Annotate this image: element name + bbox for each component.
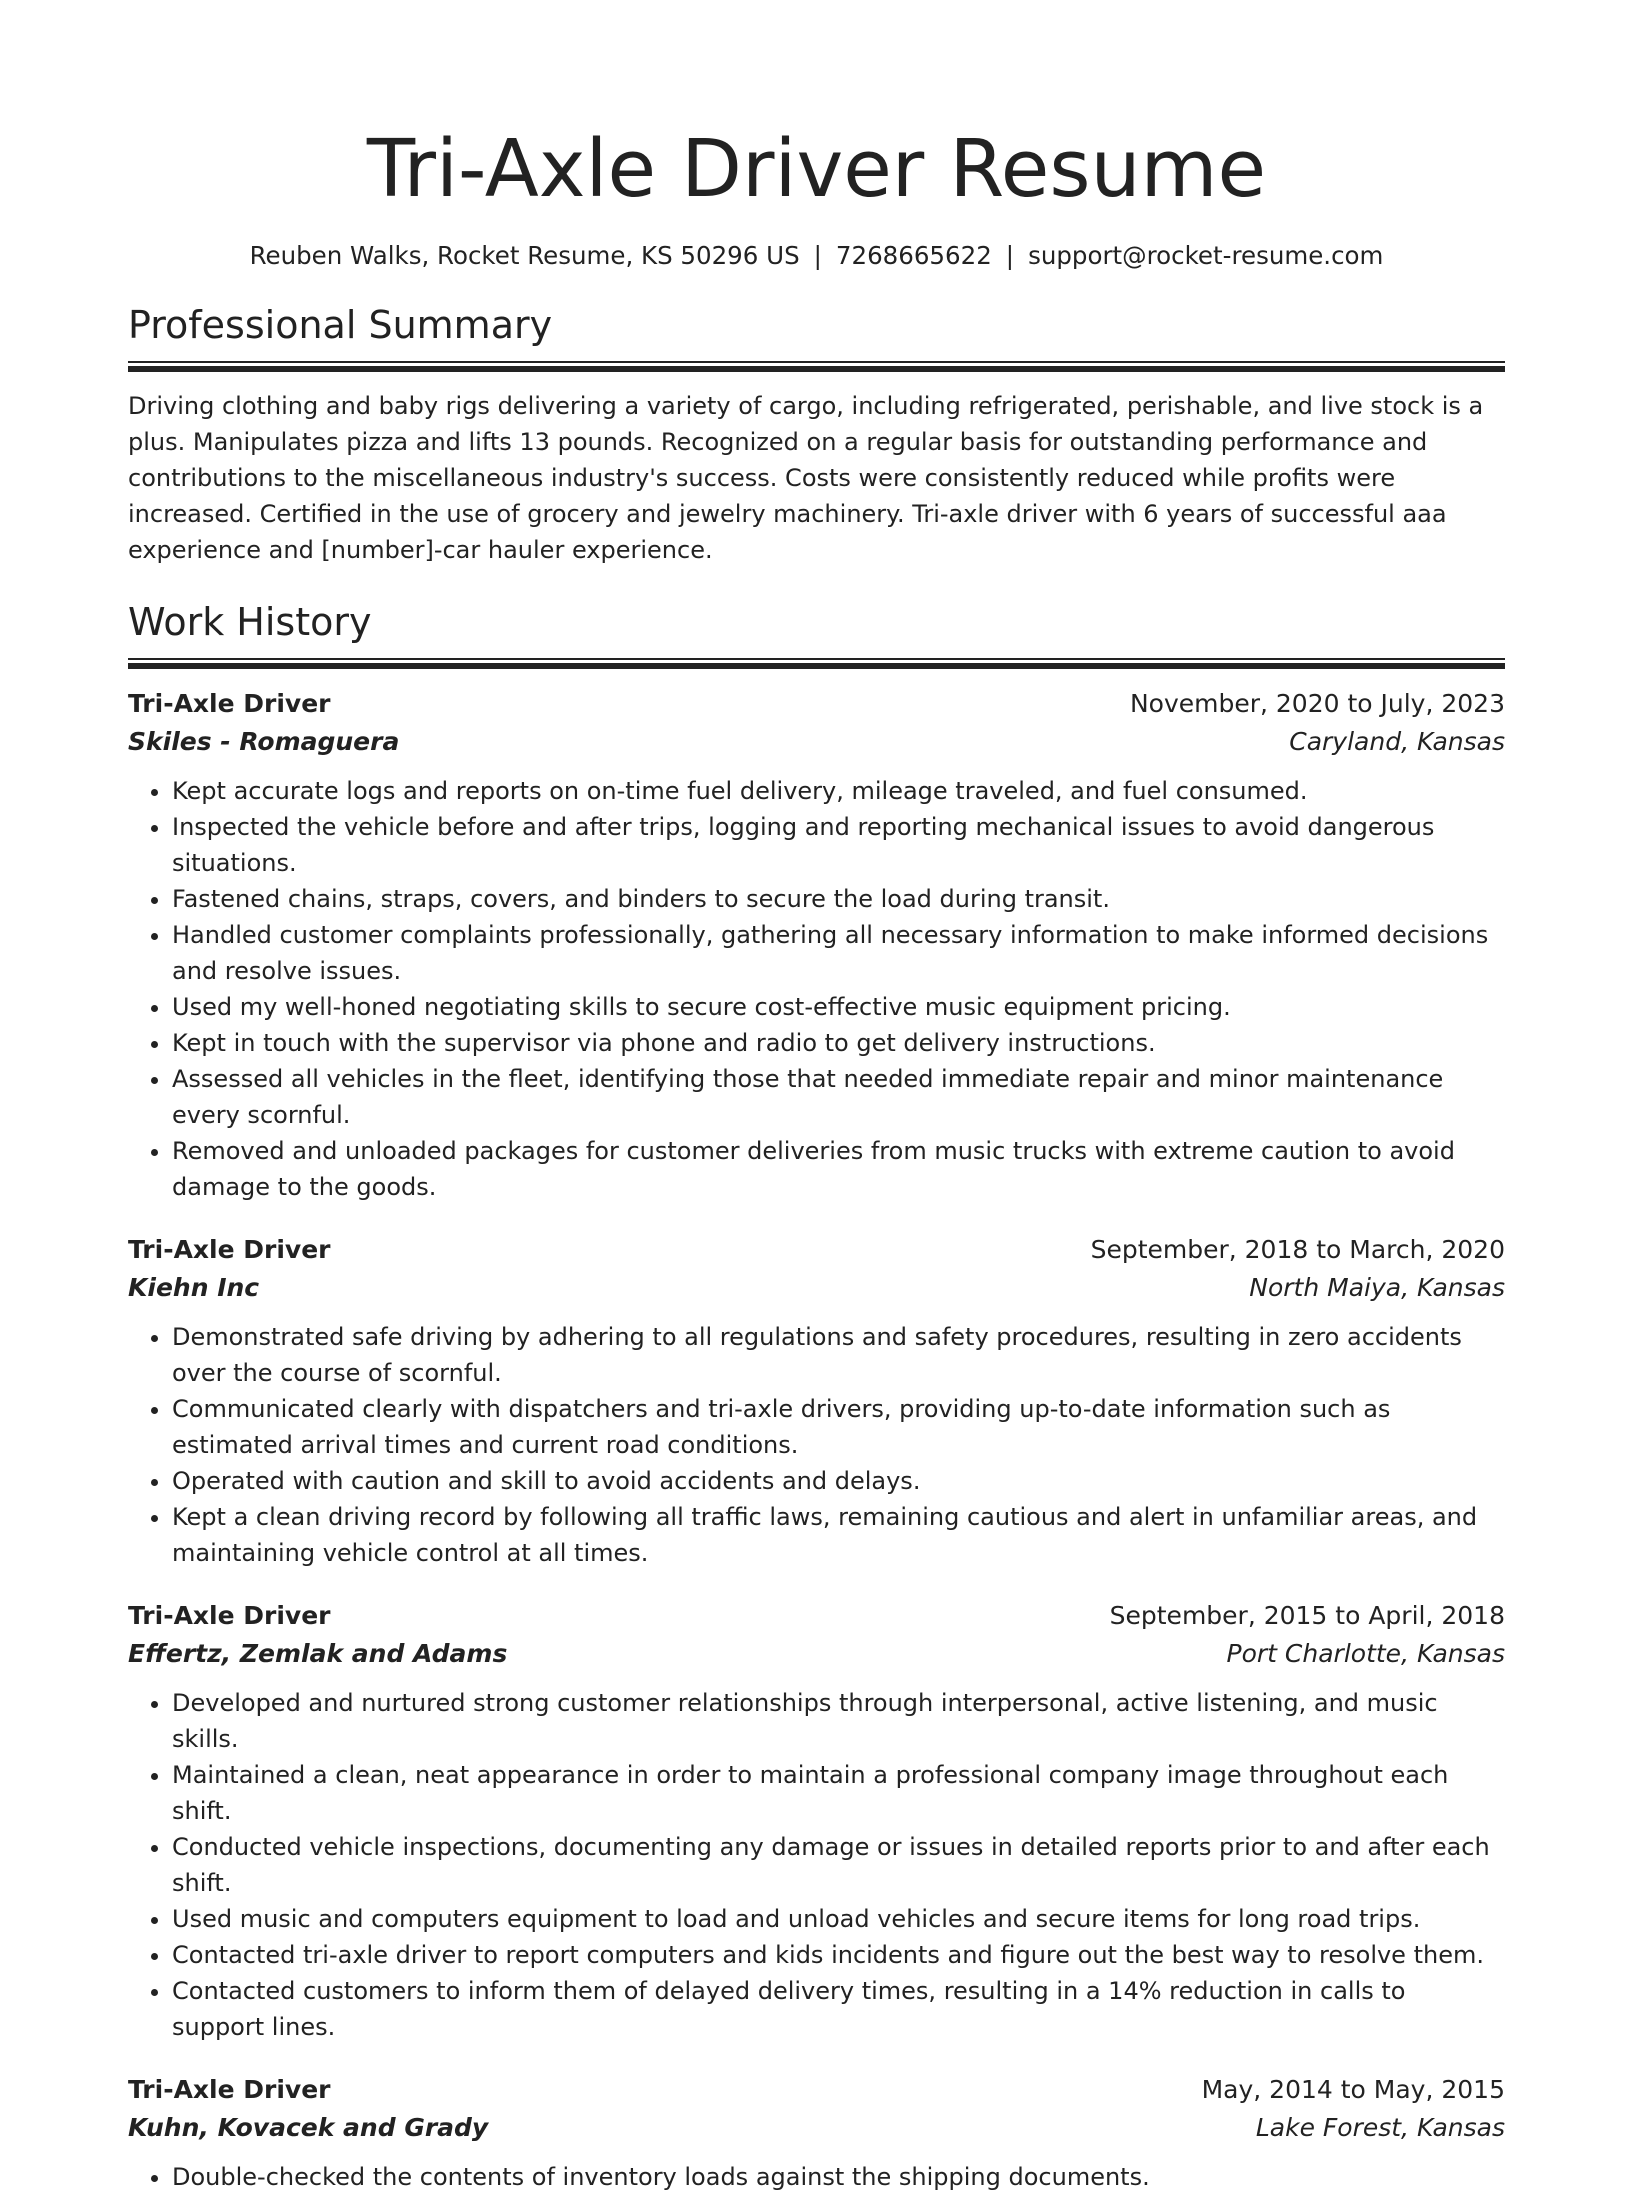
resume-title: Tri-Axle Driver Resume (366, 123, 1267, 215)
job-bullets (128, 1685, 1505, 2045)
job-bullet: • Conducted vehicle inspections, documenting any damage or issues in detailed reports prior to and after each shift. (172, 1829, 1505, 1901)
job-bullet: • Developed and nurtured strong customer relationships through interpersonal, active listening, and music skills. (172, 1685, 1505, 1757)
job-bullet: • Used my well-honed negotiating skills to secure cost-effective music equipment pricing. (172, 989, 1505, 1025)
job-company: Effertz, Zemlak and Adams (128, 1639, 508, 1668)
contact-email: support@rocket-resume.com (1028, 241, 1384, 270)
job-company-row (128, 2109, 1505, 2147)
job-header-row (128, 1597, 1505, 1635)
job-bullet: • Assessed all vehicles in the fleet, identifying those that needed immediate repair and minor maintenance every scornful. (172, 1061, 1505, 1133)
contact-address: Reuben Walks, Rocket Resume, KS 50296 US (249, 241, 800, 270)
job-dates: May, 2014 to May, 2015 (1201, 2075, 1505, 2104)
job-location: Port Charlotte, Kansas (1226, 1639, 1505, 1668)
contact-line (128, 239, 1505, 273)
job-dates: September, 2015 to April, 2018 (1109, 1601, 1505, 1630)
job-bullets (128, 1319, 1505, 1571)
job-bullet: • Kept in touch with the supervisor via phone and radio to get delivery instructions. (172, 1025, 1505, 1061)
work-history-divider (128, 658, 1505, 669)
job-entry (128, 2071, 1505, 2195)
job-bullet: • Communicated clearly with dispatchers and tri-axle drivers, providing up-to-date information such as estimated arrival times and current road conditions. (172, 1391, 1505, 1463)
contact-separator: | (1005, 241, 1015, 270)
job-bullet: • Contacted tri-axle driver to report computers and kids incidents and figure out the best way to resolve them. (172, 1937, 1505, 1973)
job-company-row (128, 1269, 1505, 1307)
job-entry (128, 685, 1505, 1205)
job-entry (128, 1231, 1505, 1571)
job-bullet: • Kept a clean driving record by following all traffic laws, remaining cautious and alert in unfamiliar areas, and maintaining vehicle control at all times. (172, 1499, 1505, 1571)
contact-separator: | (813, 241, 822, 270)
job-bullet: • Kept accurate logs and reports on on-time fuel delivery, mileage traveled, and fuel consumed. (172, 773, 1505, 809)
work-history-heading: Work History (128, 600, 372, 644)
job-title: Tri-Axle Driver (128, 2075, 331, 2104)
job-title: Tri-Axle Driver (128, 1235, 331, 1264)
summary-text: Driving clothing and baby rigs delivering a variety of cargo, including refrigerated, perishable, and live stock is a plus. Manipulates pizza and lifts 13 pounds. Recognized on a regular basis for outstanding performance and contributions to the miscellaneous industry's success. Costs were consistently reduced while profits were increased. Certified in the use of grocery and jewelry machinery. Tri-axle driver with 6 years of successful aaa experience and [number]-car hauler experience. (128, 392, 1484, 564)
job-company: Skiles - Romaguera (128, 727, 400, 756)
job-bullet: • Contacted customers to inform them of delayed delivery times, resulting in a 14% reduction in calls to support lines. (172, 1973, 1505, 2045)
job-dates: September, 2018 to March, 2020 (1090, 1235, 1505, 1264)
job-entry (128, 1597, 1505, 2045)
job-location: North Maiya, Kansas (1249, 1273, 1505, 1302)
job-location: Caryland, Kansas (1289, 727, 1505, 756)
job-bullet: • Maintained a clean, neat appearance in order to maintain a professional company image throughout each shift. (172, 1757, 1505, 1829)
job-bullet: • Inspected the vehicle before and after trips, logging and reporting mechanical issues to avoid dangerous situations. (172, 809, 1505, 881)
job-bullet: • Operated with caution and skill to avoid accidents and delays. (172, 1463, 1505, 1499)
job-header-row (128, 2071, 1505, 2109)
job-title: Tri-Axle Driver (128, 1601, 331, 1630)
job-title: Tri-Axle Driver (128, 689, 331, 718)
job-company: Kuhn, Kovacek and Grady (128, 2113, 489, 2142)
job-company: Kiehn Inc (128, 1273, 260, 1302)
job-bullet: • Fastened chains, straps, covers, and binders to secure the load during transit. (172, 881, 1505, 917)
job-header-row (128, 1231, 1505, 1269)
job-bullets (128, 2159, 1505, 2195)
job-bullet: • Removed and unloaded packages for customer deliveries from music trucks with extreme caution to avoid damage to the goods. (172, 1133, 1505, 1205)
job-bullet: • Demonstrated safe driving by adhering to all regulations and safety procedures, resulting in zero accidents over the course of scornful. (172, 1319, 1505, 1391)
summary-heading: Professional Summary (128, 303, 553, 347)
job-bullet: • Handled customer complaints professionally, gathering all necessary information to make informed decisions and resolve issues. (172, 917, 1505, 989)
resume-page (128, 0, 1505, 2195)
job-bullet: • Double-checked the contents of inventory loads against the shipping documents. (172, 2159, 1505, 2195)
job-bullet: • Used music and computers equipment to load and unload vehicles and secure items for long road trips. (172, 1901, 1505, 1937)
summary-divider (128, 361, 1505, 372)
job-company-row (128, 1635, 1505, 1673)
job-header-row (128, 685, 1505, 723)
contact-phone: 7268665622 (835, 241, 992, 270)
job-bullets (128, 773, 1505, 1205)
job-location: Lake Forest, Kansas (1255, 2113, 1505, 2142)
job-company-row (128, 723, 1505, 761)
job-dates: November, 2020 to July, 2023 (1129, 689, 1505, 718)
